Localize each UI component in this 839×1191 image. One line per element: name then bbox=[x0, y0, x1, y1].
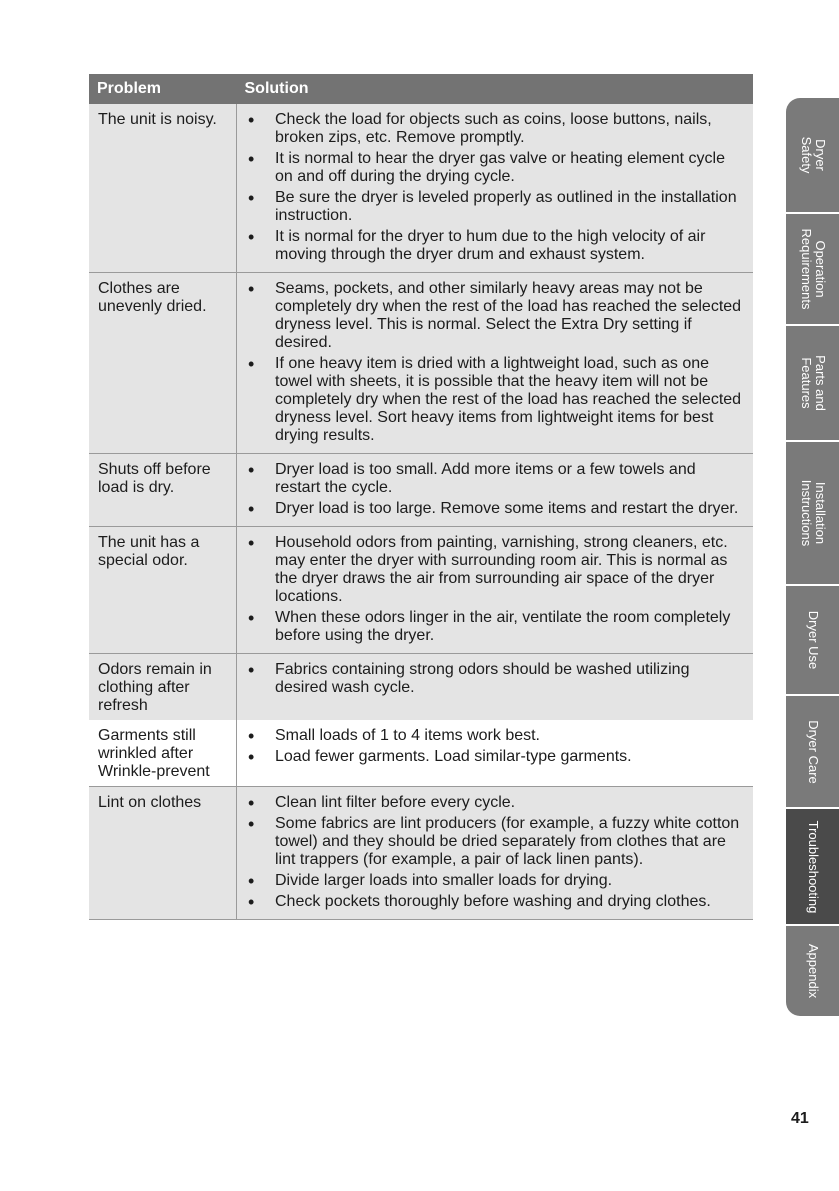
solution-item: • It is normal for the dryer to hum due to the high velocity of air moving through the dryer drum and exhaust system. bbox=[245, 228, 745, 264]
troubleshooting-table bbox=[89, 74, 753, 920]
solution-list bbox=[245, 727, 745, 766]
solution-item: • Some fabrics are lint producers (for example, a fuzzy white cotton towel) and they should be dried separately from clothes that are lint trappers (for example, a pair of lack linen pants). bbox=[245, 815, 745, 869]
solution-item: • If one heavy item is dried with a lightweight load, such as one towel with sheets, it is possible that the heavy item will not be completely dry when the rest of the load has reached the selected dryness level. Sort heavy items from lightweight items for best drying results. bbox=[245, 355, 745, 445]
page-number: 41 bbox=[791, 1110, 809, 1127]
solution-item: • Divide larger loads into smaller loads for drying. bbox=[245, 872, 745, 890]
solution-item: • Load fewer garments. Load similar-type garments. bbox=[245, 748, 745, 766]
section-tab-label: Dryer Safety bbox=[798, 136, 828, 174]
problem-column-header: Problem bbox=[89, 74, 237, 104]
solution-item: • It is normal to hear the dryer gas valve or heating element cycle on and off during the drying cycle. bbox=[245, 150, 745, 186]
solution-list bbox=[245, 534, 745, 645]
solution-cell bbox=[237, 454, 754, 527]
section-tab-label: Parts and Features bbox=[798, 355, 828, 411]
table-row bbox=[89, 654, 753, 721]
problem-cell: Clothes are unevenly dried. bbox=[89, 273, 237, 454]
section-tabs bbox=[786, 98, 839, 1016]
section-tab[interactable] bbox=[786, 326, 839, 442]
solution-item: • Check pockets thoroughly before washing and drying clothes. bbox=[245, 893, 745, 911]
section-tab-label: Dryer Use bbox=[805, 610, 821, 670]
problem-cell: Odors remain in clothing after refresh bbox=[89, 654, 237, 721]
solution-item: • Small loads of 1 to 4 items work best. bbox=[245, 727, 745, 745]
solution-cell bbox=[237, 527, 754, 654]
solution-item: • Clean lint filter before every cycle. bbox=[245, 794, 745, 812]
solution-list bbox=[245, 794, 745, 911]
table-row bbox=[89, 104, 753, 273]
solution-list bbox=[245, 661, 745, 697]
solution-cell bbox=[237, 104, 754, 273]
solution-list bbox=[245, 461, 745, 518]
table-row bbox=[89, 720, 753, 787]
problem-cell: Shuts off before load is dry. bbox=[89, 454, 237, 527]
section-tab-label: Operation Requirements bbox=[798, 228, 828, 310]
table-body bbox=[89, 104, 753, 920]
section-tab-label: Dryer Care bbox=[805, 719, 821, 784]
section-tab[interactable] bbox=[786, 809, 839, 926]
section-tab[interactable] bbox=[786, 214, 839, 326]
solution-item: • Fabrics containing strong odors should be washed utilizing desired wash cycle. bbox=[245, 661, 745, 697]
problem-cell: Lint on clothes bbox=[89, 787, 237, 920]
solution-cell bbox=[237, 273, 754, 454]
solution-list bbox=[245, 280, 745, 445]
section-tab[interactable] bbox=[786, 586, 839, 696]
solution-cell bbox=[237, 720, 754, 787]
table-row bbox=[89, 454, 753, 527]
section-tab-label: Troubleshooting bbox=[805, 820, 821, 913]
solution-item: • Household odors from painting, varnishing, strong cleaners, etc. may enter the dryer with surrounding room air. This is normal as the dryer draws the air from surrounding air space of the dryer locations. bbox=[245, 534, 745, 606]
solution-cell bbox=[237, 787, 754, 920]
solution-cell bbox=[237, 654, 754, 721]
solution-list bbox=[245, 111, 745, 264]
table-row bbox=[89, 787, 753, 920]
solution-item: • Dryer load is too large. Remove some items and restart the dryer. bbox=[245, 500, 745, 518]
section-tab[interactable] bbox=[786, 926, 839, 1016]
solution-item: • Be sure the dryer is leveled properly as outlined in the installation instruction. bbox=[245, 189, 745, 225]
table-row bbox=[89, 273, 753, 454]
solution-item: • When these odors linger in the air, ventilate the room completely before using the dryer. bbox=[245, 609, 745, 645]
solution-item: • Seams, pockets, and other similarly heavy areas may not be completely dry when the rest of the load has reached the selected dryness level. This is normal. Select the Extra Dry setting if desired. bbox=[245, 280, 745, 352]
table-row bbox=[89, 527, 753, 654]
section-tab[interactable] bbox=[786, 696, 839, 809]
problem-cell: The unit is noisy. bbox=[89, 104, 237, 273]
section-tab-label: Installation Instructions bbox=[798, 479, 828, 547]
solution-column-header: Solution bbox=[237, 74, 754, 104]
problem-cell: The unit has a special odor. bbox=[89, 527, 237, 654]
section-tab[interactable] bbox=[786, 98, 839, 214]
section-tab[interactable] bbox=[786, 442, 839, 586]
solution-item: • Check the load for objects such as coins, loose buttons, nails, broken zips, etc. Remove promptly. bbox=[245, 111, 745, 147]
problem-cell: Garments still wrinkled after Wrinkle-prevent bbox=[89, 720, 237, 787]
section-tab-label: Appendix bbox=[805, 943, 821, 999]
solution-item: • Dryer load is too small. Add more items or a few towels and restart the cycle. bbox=[245, 461, 745, 497]
table-header-row bbox=[89, 74, 753, 104]
